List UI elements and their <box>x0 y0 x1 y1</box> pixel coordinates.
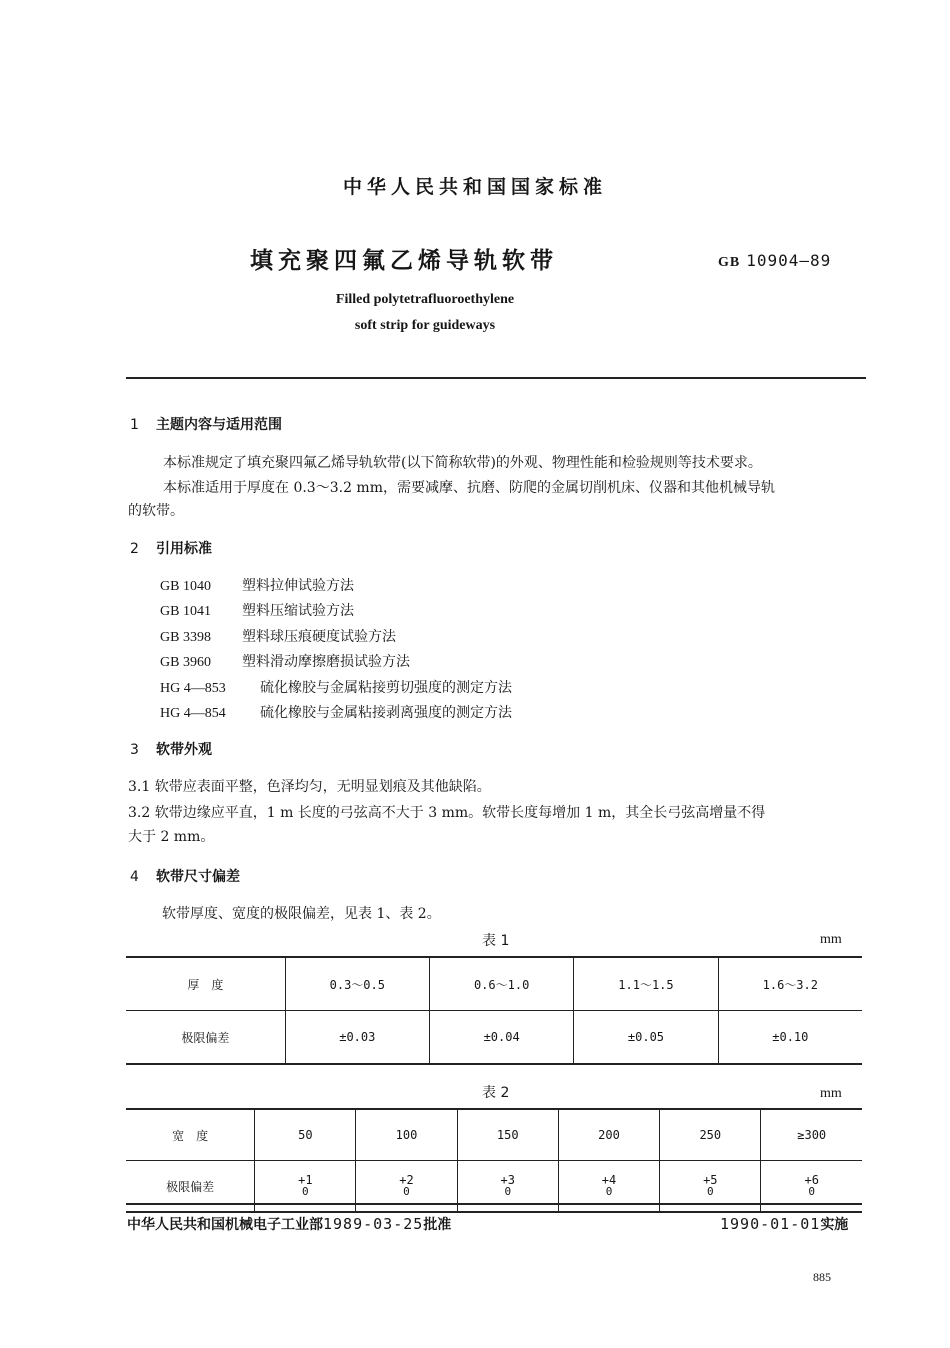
table-cell: 200 <box>558 1109 659 1161</box>
table-cell-label: 宽 度 <box>126 1109 255 1161</box>
table-1-caption: 表 1 <box>482 933 510 949</box>
reference-item <box>160 702 512 722</box>
reference-name: 硫化橡胶与金属粘接剥离强度的测定方法 <box>260 705 512 721</box>
table-cell-label: 极限偏差 <box>126 1011 285 1065</box>
section-title: 软带外观 <box>156 742 212 758</box>
tolerance-value <box>804 1175 818 1197</box>
reference-name: 塑料滑动摩擦磨损试验方法 <box>242 654 410 670</box>
standard-number <box>718 251 831 271</box>
reference-code: HG 4—854 <box>160 706 226 721</box>
table-cell: 0.6～1.0 <box>429 957 573 1011</box>
tolerance-value <box>602 1175 616 1197</box>
tolerance-upper: +3 <box>500 1173 515 1187</box>
table-cell: 100 <box>356 1109 457 1161</box>
table-cell: 1.1～1.5 <box>574 957 718 1011</box>
reference-code: GB 1040 <box>160 579 211 594</box>
tolerance-upper: +2 <box>399 1173 414 1187</box>
document-title: 填充聚四氟乙烯导轨软带 <box>250 248 558 274</box>
table-cell: 50 <box>255 1109 356 1161</box>
clause-3-2: 3.2 软带边缘应平直，1 m 长度的弓弦高不大于 3 mm。软带长度每增加 1 m，其全长弓弦高增量不得 <box>128 805 766 821</box>
footer-rule <box>126 1203 862 1205</box>
section-1-paragraph-2: 本标准适用于厚度在 0.3～3.2 mm，需要减摩、抗磨、防爬的金属切削机床、仪器和其他机械导轨 <box>163 480 775 496</box>
table-cell: 1.6～3.2 <box>718 957 862 1011</box>
table-2-unit: mm <box>820 1086 842 1101</box>
section-2-heading <box>130 538 212 558</box>
tolerance-value <box>298 1175 312 1197</box>
table-row <box>126 1109 862 1161</box>
tolerance-lower: 0 <box>302 1185 309 1198</box>
tolerance-lower: 0 <box>403 1185 410 1198</box>
reference-item <box>160 651 410 671</box>
section-1-paragraph-2-cont: 的软带。 <box>128 503 184 519</box>
table-row <box>126 1011 862 1065</box>
table-cell-label: 极限偏差 <box>126 1161 255 1213</box>
clause-3-2-cont: 大于 2 mm。 <box>128 829 215 845</box>
approval-organization: 中华人民共和国机械电子工业部 <box>127 1217 323 1233</box>
section-number: 3 <box>130 742 139 758</box>
tolerance-upper: +4 <box>601 1173 617 1187</box>
effective-date: 1990-01-01 <box>720 1215 821 1233</box>
section-3-heading <box>130 739 212 759</box>
page-number: 885 <box>813 1270 831 1284</box>
table-1-unit: mm <box>820 932 842 947</box>
tolerance-value <box>501 1175 515 1197</box>
table-cell: 0.3～0.5 <box>285 957 429 1011</box>
tolerance-value <box>703 1175 717 1197</box>
table-2 <box>126 1108 862 1213</box>
clause-3-1: 3.1 软带应表面平整，色泽均匀，无明显划痕及其他缺陷。 <box>128 779 491 795</box>
section-4-paragraph: 软带厚度、宽度的极限偏差，见表 1、表 2。 <box>162 906 441 922</box>
table-row <box>126 957 862 1011</box>
approval-word: 批准 <box>423 1217 452 1233</box>
table-cell: ±0.10 <box>718 1011 862 1065</box>
section-number: 1 <box>130 417 139 433</box>
tolerance-upper: +6 <box>804 1173 819 1187</box>
table-cell: ±0.04 <box>429 1011 573 1065</box>
national-standard-heading: 中华人民共和国国家标准 <box>342 176 607 198</box>
table-1 <box>126 956 862 1065</box>
effective-line <box>720 1214 848 1234</box>
reference-item <box>160 575 354 595</box>
tolerance-lower: 0 <box>706 1185 714 1198</box>
reference-item <box>160 677 512 697</box>
section-title: 主题内容与适用范围 <box>156 417 282 433</box>
table-2-caption: 表 2 <box>482 1085 510 1101</box>
reference-name: 塑料拉伸试验方法 <box>242 578 354 594</box>
section-4-heading <box>130 866 240 886</box>
reference-code: GB 3960 <box>160 655 211 670</box>
reference-name: 塑料球压痕硬度试验方法 <box>242 629 396 645</box>
section-title: 引用标准 <box>156 541 212 557</box>
header-rule <box>126 377 866 379</box>
table-cell: ±0.05 <box>574 1011 718 1065</box>
section-number: 4 <box>130 869 139 885</box>
reference-item <box>160 600 354 620</box>
section-1-paragraph-1: 本标准规定了填充聚四氟乙烯导轨软带(以下简称软带)的外观、物理性能和检验规则等技术要求。 <box>163 455 762 471</box>
reference-name: 塑料压缩试验方法 <box>242 603 354 619</box>
reference-code: GB 3398 <box>160 630 211 645</box>
section-number: 2 <box>130 541 139 557</box>
table-cell: ≥300 <box>761 1109 862 1161</box>
english-title-line2: soft strip for guideways <box>354 318 496 333</box>
standard-code: 10904—89 <box>746 251 832 270</box>
table-cell: 250 <box>660 1109 761 1161</box>
tolerance-upper: +1 <box>298 1173 313 1187</box>
reference-item <box>160 626 396 646</box>
reference-name: 硫化橡胶与金属粘接剪切强度的测定方法 <box>260 680 512 696</box>
section-1-heading <box>130 414 282 434</box>
standard-prefix: GB <box>718 255 741 270</box>
approval-line <box>127 1214 451 1234</box>
tolerance-lower: 0 <box>504 1185 512 1198</box>
effective-word: 实施 <box>820 1217 849 1233</box>
table-cell-label: 厚 度 <box>126 957 285 1011</box>
section-title: 软带尺寸偏差 <box>156 869 240 885</box>
tolerance-lower: 0 <box>605 1185 613 1198</box>
reference-code: HG 4—853 <box>160 681 226 696</box>
table-cell: 150 <box>457 1109 558 1161</box>
tolerance-upper: +5 <box>703 1173 718 1187</box>
tolerance-lower: 0 <box>808 1185 816 1198</box>
tolerance-value <box>399 1175 413 1197</box>
table-cell: ±0.03 <box>285 1011 429 1065</box>
approval-date: 1989-03-25 <box>323 1215 424 1233</box>
english-title-line1: Filled polytetrafluoroethylene <box>335 292 515 307</box>
reference-code: GB 1041 <box>160 604 211 619</box>
